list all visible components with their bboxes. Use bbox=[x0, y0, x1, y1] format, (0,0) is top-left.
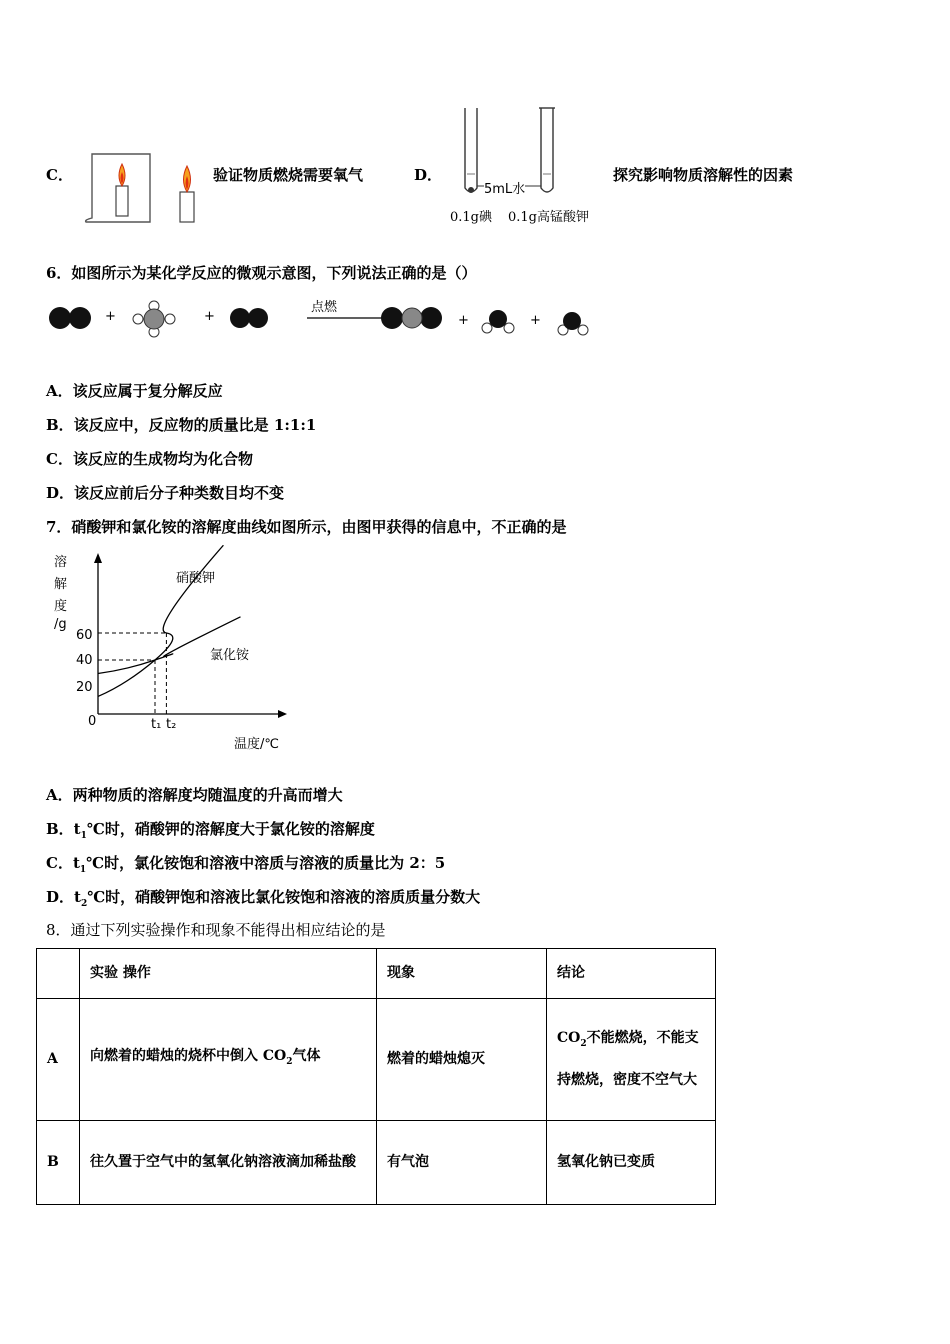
plus-sign: + bbox=[530, 313, 541, 328]
option-d-text: 探究影响物质溶解性的因素 bbox=[613, 166, 794, 184]
q6-option-d: D．该反应前后分子种类数目均不变 bbox=[46, 484, 285, 502]
test-tubes-diagram bbox=[455, 102, 605, 202]
q6-option-b: B．该反应中，反应物的质量比是 1:1:1 bbox=[46, 416, 317, 434]
plus-sign: + bbox=[105, 309, 116, 324]
table-header-cell: 现象 bbox=[377, 949, 547, 999]
option-d-label: D． bbox=[414, 166, 443, 184]
atom bbox=[69, 307, 91, 329]
option-c-text: 验证物质燃烧需要氧气 bbox=[213, 166, 364, 184]
y-axis-arrow bbox=[94, 553, 102, 563]
x-axis-label: 温度/℃ bbox=[234, 737, 279, 752]
q6-option-c: C．该反应的生成物均为化合物 bbox=[46, 450, 253, 468]
x-tick-t1: t₁ bbox=[151, 717, 162, 732]
solubility-chart bbox=[40, 545, 310, 760]
reaction-condition: 点燃 bbox=[311, 300, 338, 315]
series-label-nh4cl: 氯化铵 bbox=[210, 648, 250, 663]
q8-stem: 8．通过下列实验操作和现象不能得出相应结论的是 bbox=[46, 921, 386, 939]
q6-option-a: A．该反应属于复分解反应 bbox=[46, 382, 223, 400]
y-tick-40: 40 bbox=[76, 653, 93, 668]
row-operation: 向燃着的蜡烛的烧杯中倒入 $CO_2$气体 bbox=[80, 999, 377, 1121]
row-conclusion: 氢氧化钠已变质 bbox=[547, 1121, 716, 1205]
candle-beaker-diagram bbox=[80, 148, 210, 228]
row-conclusion: $CO_2$不能燃烧，不能支持燃烧，密度不空气大 bbox=[547, 999, 716, 1121]
row-operation: 往久置于空气中的氢氧化钠溶液滴加稀盐酸 bbox=[80, 1121, 377, 1205]
q6-stem: 6．如图所示为某化学反应的微观示意图，下列说法正确的是（） bbox=[46, 264, 477, 282]
plus-sign: + bbox=[204, 309, 215, 324]
x-tick-t2: t₂ bbox=[166, 717, 177, 732]
y-label-char: 解 bbox=[54, 577, 68, 592]
y-label-char: 溶 bbox=[54, 555, 68, 570]
atom bbox=[49, 307, 71, 329]
q7-option-a: A．两种物质的溶解度均随温度的升高而增大 bbox=[46, 786, 343, 804]
origin-label: 0 bbox=[88, 714, 97, 729]
table-header-cell: 结论 bbox=[547, 949, 716, 999]
table-row bbox=[37, 999, 716, 1121]
y-label-char: 度 bbox=[54, 599, 68, 614]
row-id: A bbox=[37, 999, 80, 1121]
row-phenomenon: 有气泡 bbox=[377, 1121, 547, 1205]
q7-option-b: B．$t_1℃$时，硝酸钾的溶解度大于氯化铵的溶解度 bbox=[46, 820, 375, 841]
tube2-label: 0.1g高锰酸钾 bbox=[508, 210, 589, 225]
option-c-label: C． bbox=[46, 166, 73, 184]
q7-option-c: C．$t_1℃$时，氯化铵饱和溶液中溶质与溶液的质量比为 2：5 bbox=[46, 854, 446, 875]
q7-stem: 7．硝酸钾和氯化铵的溶解度曲线如图所示，由图甲获得的信息中，不正确的是 bbox=[46, 518, 567, 536]
y-tick-20: 20 bbox=[76, 680, 93, 695]
table-header-row bbox=[37, 949, 716, 999]
row-phenomenon: 燃着的蜡烛熄灭 bbox=[377, 999, 547, 1121]
table-header-cell bbox=[37, 949, 80, 999]
series-label-kno3: 硝酸钾 bbox=[176, 571, 216, 586]
y-label-char: /g bbox=[54, 617, 67, 632]
plus-sign: + bbox=[458, 313, 469, 328]
q8-table bbox=[36, 948, 716, 1205]
tube1-label: 0.1g碘 bbox=[450, 210, 492, 225]
row-id: B bbox=[37, 1121, 80, 1205]
table-row bbox=[37, 1121, 716, 1205]
y-tick-60: 60 bbox=[76, 628, 93, 643]
q7-option-d: D．$t_2℃$时，硝酸钾饱和溶液比氯化铵饱和溶液的溶质质量分数大 bbox=[46, 888, 481, 909]
water-volume-label: 5mL水 bbox=[484, 178, 525, 197]
x-axis-arrow bbox=[278, 710, 287, 718]
table-header-cell: 实验 操作 bbox=[80, 949, 377, 999]
